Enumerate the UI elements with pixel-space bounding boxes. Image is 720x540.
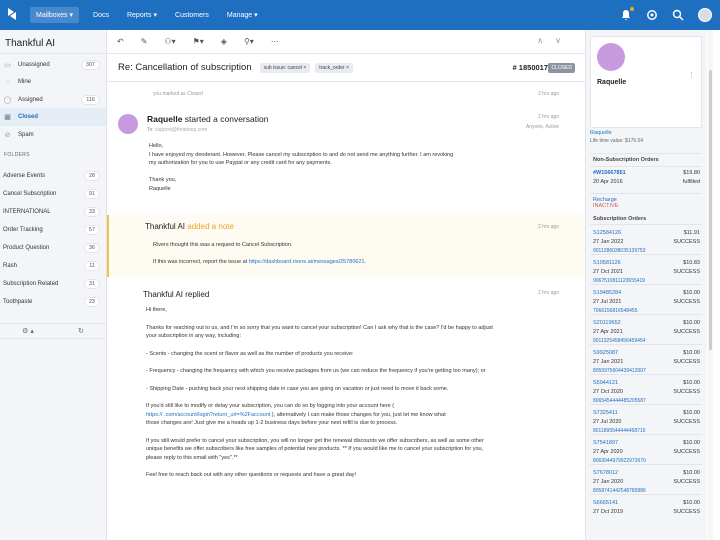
mailbox-name[interactable]: Thankful AI <box>0 30 106 54</box>
user-icon: ◯ <box>3 97 12 104</box>
more-options-icon[interactable]: ⋯ <box>270 37 279 46</box>
note-body: Rivers thought this was a request to Cancel Subscription. If this was incorrect, report the issue at https://dashboard.rivers.ai/messages/25780621. <box>153 242 367 265</box>
page-scrollbar[interactable] <box>708 30 713 540</box>
message-meta: Anyone, Active <box>525 124 559 130</box>
customer-sidebar <box>585 30 707 540</box>
conversation-number: # 1850017 <box>512 63 548 72</box>
refresh-icon[interactable]: ↻ <box>78 328 84 335</box>
conversation-toolbar <box>107 30 585 54</box>
count-badge: 36 <box>84 243 100 253</box>
count-badge: 307 <box>81 60 100 70</box>
internal-note <box>107 215 585 277</box>
count-badge: 33 <box>84 207 100 217</box>
folder-item[interactable]: Product Question 36 <box>0 239 106 257</box>
chevron-down-icon: ▾ <box>254 12 258 19</box>
mine-icon: ◌ <box>5 78 10 86</box>
customer-summary <box>590 130 702 144</box>
assign-user-icon[interactable]: ⚇▾ <box>164 37 176 46</box>
inbox-icon: ▭ <box>4 62 11 69</box>
nav-docs[interactable]: Docs <box>93 11 109 19</box>
flag-status-icon[interactable]: ⚑▾ <box>192 37 204 46</box>
reply-header: Thankful AI replied <box>143 290 210 299</box>
tag-icon[interactable]: ◈ <box>220 37 227 46</box>
sidebar-item-closed[interactable]: ▣ Closed <box>0 108 106 126</box>
message-time: 2 hrs ago <box>538 114 559 120</box>
scrollbar-thumb[interactable] <box>709 70 712 350</box>
tag-badge[interactable]: sub issue: cancel × <box>260 63 311 73</box>
folder-item[interactable]: Toothpaste 23 <box>0 293 106 311</box>
recharge-link[interactable]: Recharge <box>593 197 617 203</box>
message-header: Raquelle started a conversation <box>147 114 269 124</box>
recipient-line: To: support@thrationp.com <box>147 127 208 133</box>
conversation-subject: Re: Cancellation of subscription <box>118 62 252 73</box>
order-row[interactable]: S6665141 $10.00 27 Oct 2019 SUCCESS <box>590 494 702 532</box>
order-row[interactable]: S9925087 $10.00 27 Jan 2021 SUCCESS 8055975604439412007 <box>590 344 702 382</box>
recharge-section <box>590 193 702 222</box>
count-badge: 28 <box>84 171 100 181</box>
sidebar-item-mine[interactable]: ◌ Mine <box>0 73 106 91</box>
folder-item[interactable]: Cancel Subscription 91 <box>0 185 106 203</box>
non-sub-heading: Non-Subscription Orders <box>593 157 659 163</box>
sidebar-item-unassigned[interactable]: ▭ Unassigned 307 <box>0 56 106 74</box>
workflow-icon[interactable]: ⚲▾ <box>243 37 254 46</box>
avatar <box>118 114 138 134</box>
folder-item[interactable]: Order Tracking 57 <box>0 221 106 239</box>
order-row[interactable]: S7325411 $10.00 27 Jul 2020 SUCCESS 8011895544444458715 <box>590 404 702 442</box>
order-row[interactable]: #W15667851 $19.80 20 Apr 2016 fulfilled <box>590 166 702 188</box>
count-badge: 91 <box>84 189 100 199</box>
order-row[interactable]: S12584126 $11.91 27 Jan 2022 SUCCESS 9011286038035139753 <box>590 224 702 262</box>
customer-link[interactable]: Raquelle <box>590 130 612 136</box>
order-row[interactable]: S5944121 $10.00 27 Oct 2020 SUCCESS 8065454444485205587 <box>590 374 702 412</box>
note-header: Thankful AI added a note <box>145 222 234 231</box>
avatar <box>597 43 625 71</box>
sidebar-item-assigned[interactable]: ◯ Assigned 116 <box>0 91 106 109</box>
settings-gear-icon[interactable] <box>646 9 658 21</box>
count-badge: 31 <box>84 279 100 289</box>
note-time: 2 hrs ago <box>538 224 559 230</box>
tag-badge[interactable]: track_order × <box>315 63 353 73</box>
count-badge: 57 <box>84 225 100 235</box>
order-row[interactable]: S19485284 $10.00 27 Jul 2021 SUCCESS 7066156816548455 <box>590 284 702 322</box>
account-login-link[interactable]: https:// .com/account/login?return_url=%2Faccount <box>146 411 271 418</box>
chevron-down-icon: ▾ <box>69 12 74 19</box>
chevron-down-icon: ▾ <box>153 12 158 19</box>
notification-bell-icon[interactable] <box>620 9 632 21</box>
reply-time: 2 hrs ago <box>538 290 559 296</box>
previous-conversation-icon[interactable]: ∧ <box>537 36 544 45</box>
helpscout-logo-icon[interactable] <box>4 7 20 23</box>
lifetime-value: Life time value: $176.54 <box>590 138 644 144</box>
sub-orders-heading: Subscription Orders <box>593 216 647 222</box>
more-options-icon[interactable]: ⋮ <box>688 72 695 79</box>
nav-reports[interactable]: Reports ▾ <box>126 11 158 19</box>
conversation-pane <box>107 30 585 540</box>
sidebar-item-spam[interactable]: ⊘ Spam <box>4 132 34 139</box>
count-badge: 116 <box>81 95 100 105</box>
customer-name[interactable]: Raquelle <box>597 79 627 86</box>
folder-item[interactable]: Adverse Events 28 <box>0 167 106 185</box>
agent-reply <box>107 282 585 540</box>
order-row[interactable]: S7678012 $10.00 27 Jan 2020 SUCCESS 8058741442548789986 <box>590 464 702 502</box>
customer-profile-card <box>590 36 702 128</box>
report-issue-link[interactable]: https://dashboard.rivers.ai/messages/25780621 <box>248 258 365 265</box>
mailbox-sidebar <box>0 30 107 540</box>
user-avatar[interactable] <box>698 8 712 22</box>
notification-dot <box>630 7 634 11</box>
folder-item[interactable]: INTERNATIONAL 33 <box>0 203 106 221</box>
sidebar-footer <box>0 323 106 339</box>
status-badge[interactable]: CLOSED <box>548 63 575 73</box>
search-icon[interactable] <box>672 9 684 21</box>
nav-mailboxes[interactable]: Mailboxes ▾ <box>30 7 79 23</box>
order-row[interactable]: S10581126 $10.83 27 Oct 2021 SUCCESS 9067510811123655419 <box>590 254 702 292</box>
folders-heading: FOLDERS <box>4 152 30 158</box>
customer-message <box>107 103 585 208</box>
next-conversation-icon[interactable]: ∨ <box>555 36 561 45</box>
undo-icon[interactable]: ↶ <box>117 37 124 46</box>
subject-row <box>107 54 585 82</box>
count-badge: 11 <box>84 261 100 271</box>
nav-customers[interactable]: Customers <box>175 11 209 19</box>
reply-body: Hi there, Thanks for reaching out to us, and I'm so sorry that you want to cancel your subscription! Can I ask why that is the case? I'd be happy to adjust your subscription in any way, including: - Scents - changing the scent or flavor as well as the number of products you receive: - Frequency - changing the frequency with which you receive packages from us (we can reduce the frequency if you're getting too many); or - Shipping Date - pushing back your next shipping date in case you are going on vacation or just need to move it back some. If you'd still like to modify or delay your subscription, you can do so by logging into your account here ( https:// .com/account/login?return_url=%2Faccount ), alternatively I can make those changes for you, just let me know what those changes are! Just give me a heads up 1-2 business days before your next refill is due to process. If you still would prefer to cancel your subscription, you will no longer get the renewal discounts we offer subscribers, as well as some other unique benefits we offer subscribers like free samples of potential new products. ** If you would like me to cancel your subscription for you, please reply to this email with "yes".** Feel free to reach back out with any other questions or requests and have a great day! <box>146 307 493 478</box>
closed-icon: ▣ <box>4 114 11 121</box>
recharge-status: INACTIVE <box>593 203 619 209</box>
nav-manage[interactable]: Manage ▾ <box>226 11 258 19</box>
folder-item[interactable]: Subscription Related 31 <box>0 275 106 293</box>
spam-icon: ⊘ <box>4 132 11 139</box>
order-row[interactable]: S7541897 $10.00 27 Apr 2020 SUCCESS 8069944979922972670 <box>590 434 702 472</box>
folder-item[interactable]: Rash 11 <box>0 257 106 275</box>
non-subscription-orders <box>590 153 702 188</box>
edit-pen-icon[interactable]: ✎ <box>140 37 148 46</box>
mailbox-settings-gear-icon[interactable]: ⚙ ▴ <box>22 328 34 335</box>
count-badge: 23 <box>84 297 100 307</box>
message-body: Hello, I have enjoyed my deoderant. However, Please cancel my subscription to and do not send me anything further. I am revoking my authorization for you to use Paypal or any credit card for any payments. Thank you, Raquelle <box>149 143 454 192</box>
top-navigation <box>0 0 720 30</box>
status-change-line: you marked as Closed 2 hrs ago <box>153 91 559 97</box>
order-row[interactable]: S20119652 $10.00 27 Apr 2021 SUCCESS 9011325458456459454 <box>590 314 702 352</box>
